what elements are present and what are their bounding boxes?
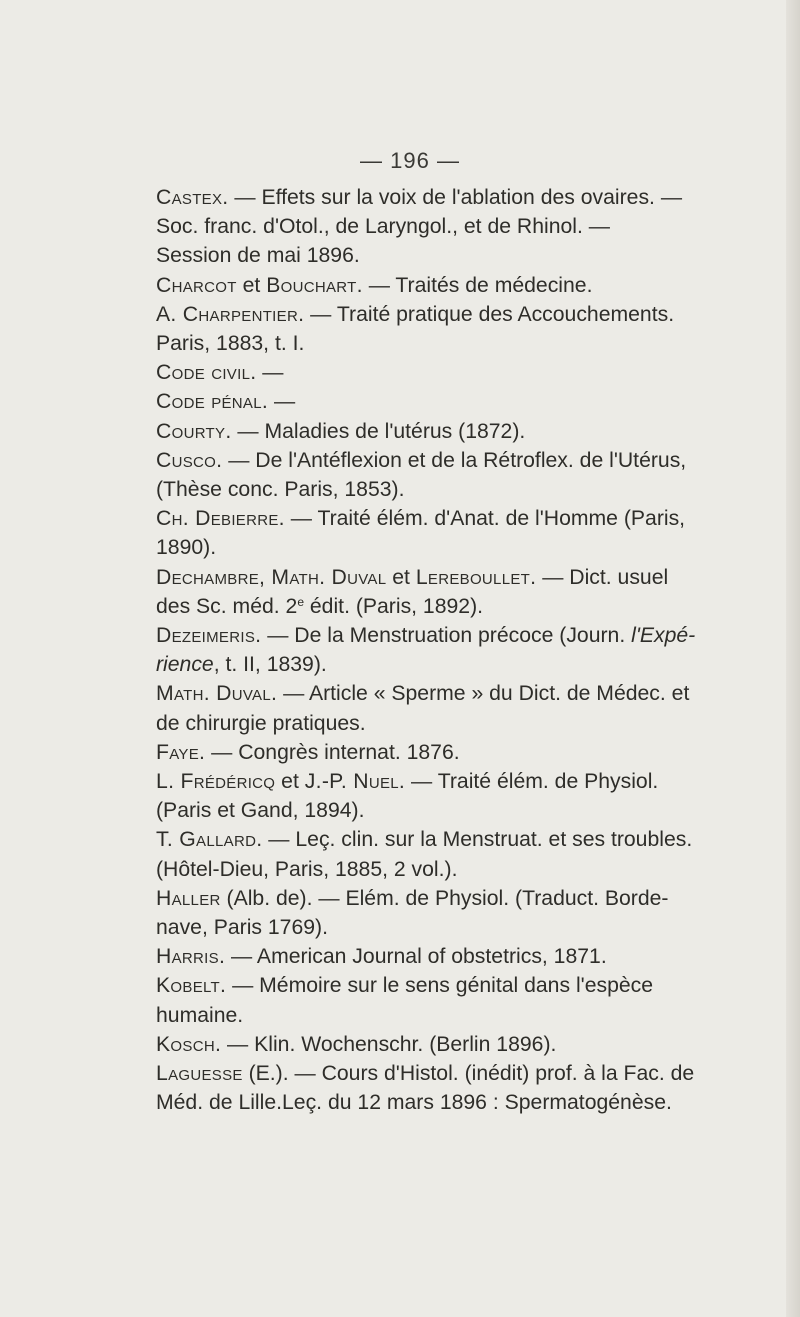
entry-author: Harris. bbox=[156, 945, 226, 969]
bibliography-entry bbox=[156, 183, 746, 271]
entry-text: (Thèse conc. Paris, 1853). bbox=[156, 478, 405, 502]
bibliography-entry bbox=[156, 563, 746, 621]
entry-author: Ch. Debierre. bbox=[156, 507, 285, 531]
bibliography-entry bbox=[156, 1059, 746, 1117]
superscript: e bbox=[297, 594, 305, 609]
bibliography-entry bbox=[156, 767, 746, 825]
entry-text: Soc. franc. d'Otol., de Laryngol., et de Rhinol. — bbox=[156, 215, 610, 239]
entry-text: — Traité pratique des Accouchements. bbox=[310, 302, 675, 326]
entry-title-italic: l'Expé- bbox=[631, 624, 696, 648]
entry-author: J.-P. Nuel. bbox=[304, 770, 406, 794]
entry-author: A. Charpentier. bbox=[156, 302, 305, 326]
entry-author: Bouchart. bbox=[266, 273, 363, 297]
entry-text: — Klin. Wochenschr. (Berlin 1896). bbox=[227, 1032, 557, 1056]
entry-author: Math. Duval. bbox=[156, 682, 278, 706]
entry-text: — Article « Sperme » du Dict. de Médec. et bbox=[283, 682, 690, 706]
entry-text: édit. (Paris, 1892). bbox=[304, 594, 484, 618]
entry-author: T. Gallard. bbox=[156, 828, 263, 852]
entry-author: Code civil. bbox=[156, 361, 257, 385]
page-number: — 196 — bbox=[360, 148, 460, 173]
entry-text: — Maladies de l'utérus (1872). bbox=[237, 419, 526, 443]
bibliography-entry bbox=[156, 825, 746, 883]
entry-text: — Congrès internat. 1876. bbox=[211, 740, 460, 764]
entry-text: et bbox=[236, 273, 267, 297]
bibliography-list bbox=[156, 183, 746, 1118]
entry-text: nave, Paris 1769). bbox=[156, 916, 328, 940]
entry-author: Dechambre, Math. Duval bbox=[156, 565, 387, 589]
entry-text: — Effets sur la voix de l'ablation des ovaires. — bbox=[234, 186, 683, 209]
entry-author: Castex. bbox=[156, 186, 229, 209]
entry-text: (Paris et Gand, 1894). bbox=[156, 799, 365, 823]
bibliography-entry bbox=[156, 679, 746, 737]
entry-text: Méd. de Lille.Leç. du 12 mars 1896 : Spermatogénèse. bbox=[156, 1091, 672, 1115]
entry-author: Laguesse bbox=[156, 1062, 243, 1086]
bibliography-entry bbox=[156, 446, 746, 504]
entry-text: — Leç. clin. sur la Menstruat. et ses troubles. bbox=[268, 828, 693, 852]
entry-text: Session de mai 1896. bbox=[156, 244, 360, 268]
entry-text: — bbox=[273, 390, 296, 414]
bibliography-entry bbox=[156, 504, 746, 562]
bibliography-entry bbox=[156, 1030, 746, 1059]
entry-author: Code pénal. bbox=[156, 390, 269, 414]
bibliography-entry bbox=[156, 971, 746, 1029]
bibliography-entry bbox=[156, 387, 746, 416]
entry-author: Dezeimeris. bbox=[156, 624, 262, 648]
entry-text: (E.). — Cours d'Histol. (inédit) prof. à la Fac. de bbox=[242, 1062, 695, 1086]
entry-text: et bbox=[275, 770, 305, 794]
bibliography-entry bbox=[156, 358, 746, 387]
entry-author: Kobelt. bbox=[156, 974, 227, 998]
entry-author: Lereboullet. bbox=[415, 565, 537, 589]
bibliography-entry bbox=[156, 300, 746, 358]
entry-text: (Alb. de). — Elém. de Physiol. (Traduct. Borde- bbox=[220, 886, 669, 910]
entry-text: — Traité élém. d'Anat. de l'Homme (Paris, bbox=[290, 507, 686, 531]
entry-author: L. Frédéricq bbox=[156, 770, 276, 794]
entry-author: Faye. bbox=[156, 740, 206, 764]
entry-text: et bbox=[386, 565, 416, 589]
entry-author: Haller bbox=[156, 886, 221, 910]
entry-text: (Hôtel-Dieu, Paris, 1885, 2 vol.). bbox=[156, 857, 458, 881]
entry-text: de chirurgie pratiques. bbox=[156, 711, 366, 735]
entry-text: 1890). bbox=[156, 536, 217, 560]
entry-text: — De la Menstruation précoce (Journ. bbox=[267, 624, 632, 648]
entry-text: — bbox=[262, 361, 284, 385]
bibliography-entry bbox=[156, 417, 746, 446]
page-edge bbox=[786, 0, 800, 1317]
entry-text: — Traité élém. de Physiol. bbox=[411, 770, 659, 794]
entry-title-italic: rience bbox=[156, 653, 214, 677]
entry-author: Courty. bbox=[156, 419, 232, 443]
entry-author: Cusco. bbox=[156, 448, 223, 472]
entry-text: Paris, 1883, t. I. bbox=[156, 332, 305, 356]
entry-text: humaine. bbox=[156, 1003, 244, 1027]
bibliography-entry bbox=[156, 271, 746, 300]
entry-text: — De l'Antéflexion et de la Rétroflex. de l'Utérus, bbox=[228, 448, 687, 472]
entry-text: — Traités de médecine. bbox=[368, 273, 593, 297]
entry-text: — Dict. usuel bbox=[542, 565, 669, 589]
entry-text: , t. II, 1839). bbox=[213, 653, 327, 677]
bibliography-entry bbox=[156, 942, 746, 971]
bibliography-entry bbox=[156, 621, 746, 679]
entry-author: Kosch. bbox=[156, 1032, 222, 1056]
entry-text: — American Journal of obstetrics, 1871. bbox=[231, 945, 607, 969]
entry-text: des Sc. méd. 2 bbox=[156, 594, 298, 618]
bibliography-entry bbox=[156, 738, 746, 767]
bibliography-entry bbox=[156, 884, 746, 942]
entry-text: — Mémoire sur le sens génital dans l'espèce bbox=[232, 974, 654, 998]
entry-author: Charcot bbox=[156, 273, 237, 297]
